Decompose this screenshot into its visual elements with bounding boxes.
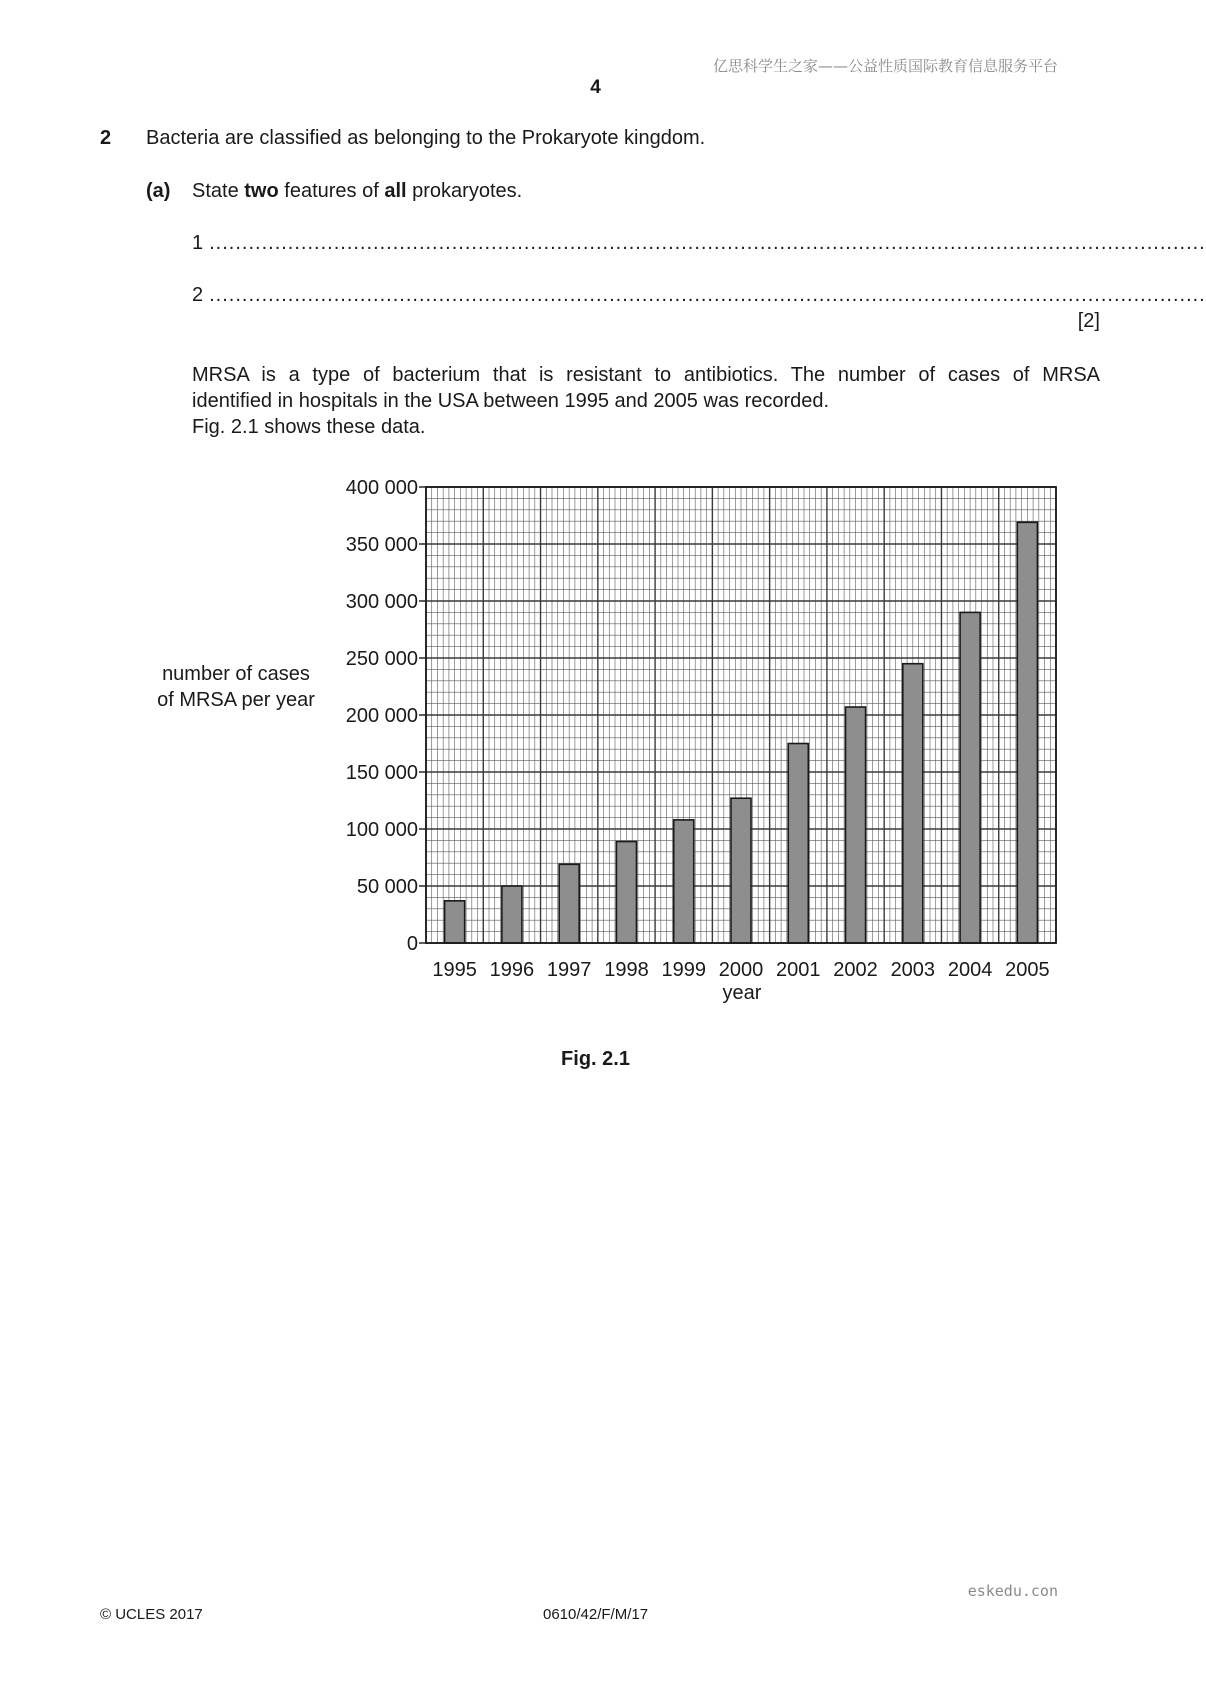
y-tick-label: 200 000 bbox=[345, 705, 418, 727]
y-ticks bbox=[346, 477, 426, 955]
answer-line-2-dots: ........................................................................................................................................................ bbox=[209, 284, 1206, 306]
part-a-bold-two: two bbox=[244, 180, 279, 202]
x-tick-label: 2001 bbox=[776, 959, 821, 981]
part-a-suffix: prokaryotes. bbox=[406, 180, 523, 202]
x-tick-label: 2002 bbox=[833, 959, 878, 981]
y-axis-label-line-2: of MRSA per year bbox=[157, 689, 315, 711]
y-tick-label: 50 000 bbox=[356, 876, 418, 898]
bar-2001 bbox=[788, 744, 808, 944]
y-tick-label: 400 000 bbox=[345, 477, 418, 499]
paper-code: 0610/42/F/M/17 bbox=[543, 1606, 649, 1623]
bar-1996 bbox=[502, 886, 522, 943]
page-number: 4 bbox=[590, 77, 601, 98]
answer-line-2-number: 2 bbox=[192, 284, 204, 306]
part-a-middle: features of bbox=[278, 180, 385, 202]
bar-2002 bbox=[846, 707, 866, 943]
y-tick-label: 150 000 bbox=[345, 762, 418, 784]
bar-1997 bbox=[559, 864, 579, 943]
bar-1995 bbox=[445, 901, 465, 943]
x-tick-label: 1998 bbox=[604, 959, 649, 981]
bar-2005 bbox=[1017, 522, 1037, 943]
x-tick-label: 1997 bbox=[546, 959, 592, 981]
paragraph-line-3: Fig. 2.1 shows these data. bbox=[192, 416, 426, 438]
x-tick-label: 2000 bbox=[718, 959, 764, 981]
bar-2000 bbox=[731, 798, 751, 943]
part-a-prefix: State bbox=[192, 180, 245, 202]
y-tick-label: 250 000 bbox=[345, 648, 418, 670]
x-axis-label: year bbox=[722, 982, 762, 1004]
bar-2003 bbox=[903, 664, 923, 943]
question-stem: Bacteria are classified as belonging to the Prokaryote kingdom. bbox=[146, 127, 706, 149]
x-ticks bbox=[432, 959, 1049, 981]
paragraph-line-1: MRSA is a type of bacterium that is resistant to antibiotics. The number of cases of MRSA bbox=[192, 364, 1100, 386]
answer-line-1-dots: ........................................................................................................................................................ bbox=[209, 232, 1206, 254]
y-tick-label: 350 000 bbox=[345, 534, 418, 556]
marks-allocation: [2] bbox=[1077, 310, 1100, 332]
part-a-label: (a) bbox=[146, 180, 171, 202]
x-tick-label: 1995 bbox=[432, 959, 477, 981]
answer-line-1-number: 1 bbox=[192, 232, 204, 254]
question-number: 2 bbox=[100, 127, 112, 149]
y-tick-label: 0 bbox=[406, 933, 418, 955]
x-tick-label: 2005 bbox=[1005, 959, 1050, 981]
x-tick-label: 1996 bbox=[489, 959, 535, 981]
y-tick-label: 300 000 bbox=[345, 591, 418, 613]
bar-1999 bbox=[674, 820, 694, 943]
x-tick-label: 1999 bbox=[661, 959, 706, 981]
bar-2004 bbox=[960, 612, 980, 943]
x-tick-label: 2003 bbox=[890, 959, 936, 981]
header-watermark: 亿思科学生之家——公益性质国际教育信息服务平台 bbox=[712, 57, 1058, 75]
footer-watermark: eskedu.con bbox=[967, 1582, 1058, 1600]
figure-caption: Fig. 2.1 bbox=[561, 1048, 630, 1070]
x-tick-label: 2004 bbox=[947, 959, 993, 981]
part-a-bold-all: all bbox=[384, 180, 407, 202]
bar-1998 bbox=[616, 842, 636, 943]
copyright: © UCLES 2017 bbox=[100, 1606, 203, 1623]
y-axis-label-line-1: number of cases bbox=[162, 663, 310, 685]
y-tick-label: 100 000 bbox=[345, 819, 418, 841]
paragraph-line-2: identified in hospitals in the USA between 1995 and 2005 was recorded. bbox=[192, 390, 830, 412]
